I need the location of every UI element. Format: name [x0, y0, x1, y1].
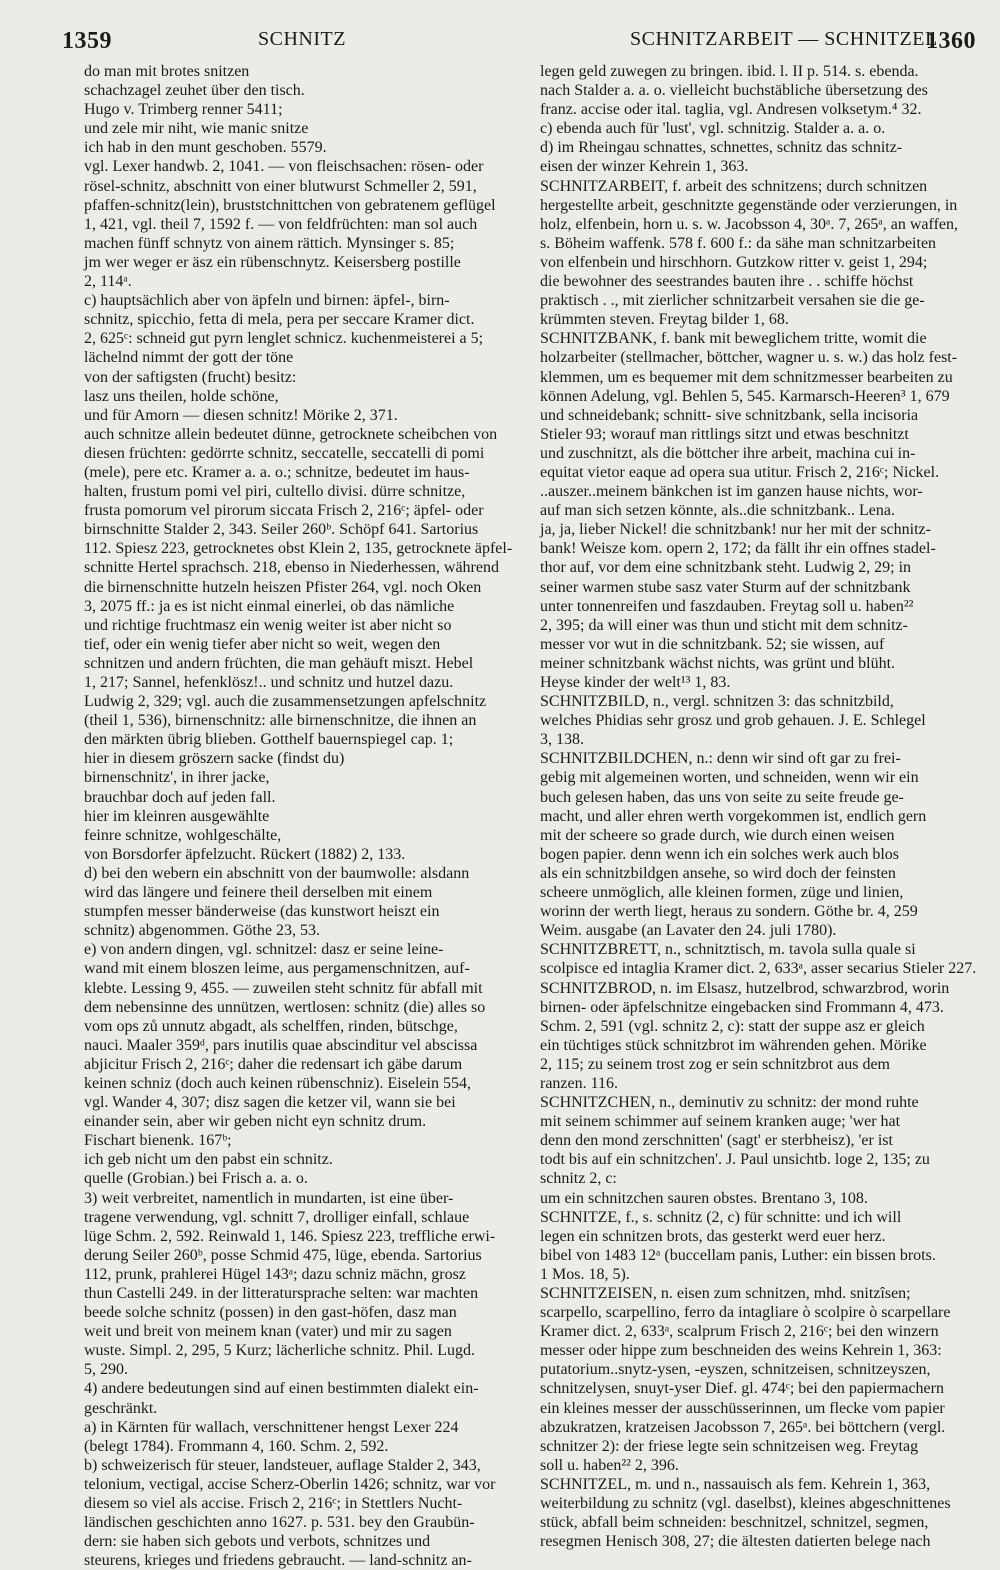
- text-line: machen fünff schnytz von ainem rättich. Mynsinger s. 85;: [84, 234, 455, 252]
- text-line: Hugo v. Trimberg renner 5411;: [84, 101, 283, 119]
- text-line: 3, 2075 ff.: ja es ist nicht einmal einerlei, ob das nämliche: [84, 597, 455, 615]
- text-line: beede solche schnitz (possen) in den gast-höfen, dasz man: [84, 1304, 457, 1322]
- text-line: SCHNITZBILDCHEN, n.: denn wir sind oft gar zu frei-: [540, 750, 901, 768]
- text-line: Kramer dict. 2, 633ᵃ, scalprum Frisch 2, 216ᶜ; bei den winzern: [540, 1323, 939, 1341]
- text-line: schnitz) abgenommen. Göthe 23, 53.: [84, 922, 320, 940]
- left-text-column: [84, 62, 513, 1570]
- text-line: von der saftigsten (frucht) besitz:: [84, 368, 297, 386]
- text-line: halten, frustum pomi vel piri, cultello divisi. dürre schnitze,: [84, 483, 466, 501]
- text-line: einander sein, aber wir geben nicht eyn schnitz drum.: [84, 1113, 427, 1131]
- text-line: 2, 114ᵃ.: [84, 273, 132, 291]
- text-line: von elfenbein und hirschhorn. Gutzkow ritter v. geist 1, 294;: [540, 253, 928, 271]
- text-line: dern: sie haben sich gebots und verbots, schnitzes und: [84, 1533, 431, 1551]
- left-page-number: 1359: [62, 28, 112, 54]
- text-line: unter tonnenreifen und faszdauben. Freytag soll u. haben²²: [540, 597, 914, 615]
- text-line: telonium, vectigal, accise Scherz-Oberlin 1426; schnitz, war vor: [84, 1475, 496, 1493]
- text-line: ja, ja, lieber Nickel! die schnitzbank! nur her mit der schnitz-: [540, 521, 931, 539]
- text-line: die bewohner des seestrandes bauten ihre . . schiffe höchst: [540, 273, 914, 291]
- text-line: vgl. Lexer handwb. 2, 1041. — von fleischsachen: rösen- oder: [84, 158, 484, 176]
- text-line: holz, elfenbein, horn u. s. w. Jacobsson 4, 30ᵃ. 7, 265ᵃ, an waffen,: [540, 215, 958, 233]
- text-line: ein kleines messer der ausschüsserinnen, um flecke vom papier: [540, 1399, 945, 1417]
- text-line: schnitzer 2): der friese legte sein schnitzeisen weg. Freytag: [540, 1437, 919, 1455]
- text-line: messer vor wut in die schnitzbank. 52; sie wissen, auf: [540, 635, 885, 653]
- text-line: vom ops zů unnutz abgadt, als schelffen, rinden, bütschge,: [84, 1017, 458, 1035]
- text-line: schnitte Hertel sprachsch. 218, ebenso in Niederhessen, während: [84, 559, 499, 577]
- text-line: die birnenschnitte hutzeln heiszen Pfister 264, vgl. noch Oken: [84, 578, 482, 596]
- text-line: geschränkt.: [84, 1399, 158, 1417]
- right-running-headword: SCHNITZARBEIT — SCHNITZEL: [630, 28, 938, 50]
- text-line: birnen- oder äpfelschnitze eingebacken sind Frommann 4, 473.: [540, 998, 944, 1016]
- text-line: und richtige fruchtmasz ein wenig weiter ist aber nicht so: [84, 616, 452, 634]
- text-line: 4) andere bedeutungen sind auf einen bestimmten dialekt ein-: [84, 1380, 479, 1398]
- text-line: 112, prunk, prahlerei Hügel 143ᵃ; dazu schniz mächn, grosz: [84, 1265, 466, 1283]
- text-line: lüge Schm. 2, 592. Reinwald 1, 146. Spiesz 223, treffliche erwi-: [84, 1227, 496, 1245]
- text-line: diesen früchten: gedörrte schnitz, seccatelle, seccatelli di pomi: [84, 444, 485, 462]
- text-line: c) hauptsächlich aber von äpfeln und birnen: äpfel-, birn-: [84, 292, 450, 310]
- text-line: diesem so viel als accise. Frisch 2, 216ᶜ; in Stettlers Nucht-: [84, 1495, 463, 1513]
- text-line: 1 Mos. 18, 5).: [540, 1265, 630, 1283]
- text-line: wird das längere und feinere theil derselben mit einem: [84, 884, 433, 902]
- text-line: nach Stalder a. a. o. vielleicht buchstäbliche übersetzung des: [540, 82, 928, 100]
- text-line: Fischart bienenk. 167ᵇ;: [84, 1132, 232, 1150]
- text-line: krümmten steven. Freytag bilder 1, 68.: [540, 311, 789, 329]
- text-line: 3) weit verbreitet, namentlich in mundarten, ist eine über-: [84, 1189, 454, 1207]
- text-line: scheere unmöglich, alle kleinen formen, züge und linien,: [540, 884, 904, 902]
- text-line: SCHNITZBILD, n., vergl. schnitzen 3: das schnitzbild,: [540, 693, 894, 711]
- text-line: ländischen geschichten anno 1627. p. 531. bey den Graubün-: [84, 1514, 475, 1532]
- text-line: dem nebensinne des unnützen, wertlosen: schnitz (die) alles so: [84, 998, 486, 1016]
- text-line: mit der scheere so grade durch, wie durch einen weisen: [540, 826, 895, 844]
- text-line: seiner warmen stube sasz vater Sturm auf der schnitzbank: [540, 578, 911, 596]
- text-line: SCHNITZBRETT, n., schnitztisch, m. tavola sulla quale si: [540, 941, 916, 959]
- text-line: keinen schniz (doch auch keinen rübenschniz). Eiselein 554,: [84, 1074, 471, 1092]
- text-line: ..auszer..meinem bänkchen ist im ganzen hause nichts, wor-: [540, 483, 923, 501]
- text-line: weit und breit von meinem knan (vater) und mir zu sagen: [84, 1323, 452, 1341]
- text-line: messer oder hippe zum beschneiden des weins Kehrein 1, 363:: [540, 1342, 942, 1360]
- text-line: eisen der winzer Kehrein 1, 363.: [540, 158, 749, 176]
- text-line: und für Amorn — diesen schnitz! Mörike 2, 371.: [84, 406, 398, 424]
- text-line: praktisch . ., mit zierlicher schnitzarbeit versahen sie die ge-: [540, 292, 925, 310]
- text-line: ich hab in den munt geschoben. 5579.: [84, 139, 327, 157]
- text-line: (theil 1, 536), birnenschnitz: alle birnenschnitze, die ihnen an: [84, 712, 477, 730]
- text-line: equitat vietor eaque ad opera sua utitur. Frisch 2, 216ᶜ; Nickel.: [540, 463, 940, 481]
- text-line: schnitz, spicchio, fetta di mela, pera per seccare Kramer dict.: [84, 311, 475, 329]
- text-line: wuste. Simpl. 2, 295, 5 Kurz; lächerliche schnitz. Phil. Lugd.: [84, 1342, 476, 1360]
- text-line: brauchbar doch auf jeden fall.: [84, 788, 276, 806]
- text-line: steurens, krieges und friedens gebraucht. — land-schnitz an-: [84, 1552, 472, 1570]
- text-line: scolpisce ed intaglia Kramer dict. 2, 633ᵃ, asser secarius Stieler 227.: [540, 960, 977, 978]
- text-line: derung Seiler 260ᵇ, posse Schmid 475, lüge, ebenda. Sartorius: [84, 1246, 482, 1264]
- text-line: scarpello, scarpellino, ferro da intagliare ò scolpire ò scarpellare: [540, 1304, 951, 1322]
- text-line: todt bis auf ein schnitzchen'. J. Paul unsichtb. loge 2, 135; zu: [540, 1151, 930, 1169]
- text-line: um ein schnitzchen sauren obstes. Brentano 3, 108.: [540, 1189, 868, 1207]
- text-line: buch gelesen haben, das uns von seite zu seite freude ge-: [540, 788, 904, 806]
- text-line: und schneidebank; schnitt- sive schnitzbank, sella incisoria: [540, 406, 919, 424]
- text-line: SCHNITZBROD, n. im Elsasz, hutzelbrod, schwarzbrod, worin: [540, 979, 950, 997]
- text-line: und zuschnitzt, als die böttcher ihre arbeit, machina cui in-: [540, 444, 916, 462]
- text-line: auch schnitze allein bedeutet dünne, getrocknete scheibchen von: [84, 425, 498, 443]
- text-line: quelle (Grobian.) bei Frisch a. a. o.: [84, 1170, 308, 1188]
- text-line: schnitz 2, c:: [540, 1170, 617, 1188]
- text-line: schnitzen und andern früchten, die man gehäuft miszt. Hebel: [84, 654, 474, 672]
- text-line: mit seinem schimmer auf seinem kranken auge; 'wer hat: [540, 1113, 901, 1131]
- text-line: macht, und aller ehren werth vorgekommen ist, endlich gern: [540, 807, 927, 825]
- text-line: thun Castelli 249. in der litteratursprache selten: war machten: [84, 1285, 479, 1302]
- text-line: 1, 421, vgl. theil 7, 1592 f. — von feldfrüchten: man sol auch: [84, 215, 478, 233]
- running-header: [0, 24, 1000, 64]
- text-line: stück, abfall beim schneiden: beschnitzel, schnitzel, segmen,: [540, 1514, 929, 1532]
- text-line: denn den mond zerschnitten' (sagt' er sterbheisz), 'er ist: [540, 1132, 893, 1150]
- text-line: soll u. haben²² 2, 396.: [540, 1456, 679, 1474]
- text-line: können Adelung, vgl. Behlen 5, 545. Karmarsch-Heeren³ 1, 679: [540, 387, 950, 405]
- text-line: tief, oder ein wenig tiefer aber nicht so weit, wegen den: [84, 635, 441, 653]
- text-line: c) ebenda auch für 'lust', vgl. schnitzig. Stalder a. a. o.: [540, 120, 886, 138]
- text-line: 3, 138.: [540, 731, 584, 749]
- text-line: holzarbeiter (stellmacher, böttcher, wagner u. s. w.) das holz fest-: [540, 349, 958, 367]
- text-line: schnitzelysen, snuyt-yser Dief. gl. 474ᶜ; bei den papiermachern: [540, 1380, 944, 1398]
- text-line: 112. Spiesz 223, getrocknetes obst Klein 2, 135, getrocknete äpfel-: [84, 540, 513, 558]
- text-line: rösel-schnitz, abschnitt von einer blutwurst Schmeller 2, 591,: [84, 177, 477, 195]
- text-line: Heyse kinder der welt¹³ 1, 83.: [540, 674, 731, 691]
- text-line: 1, 217; Sannel, hefenklösz!.. und schnitz und hutzel dazu.: [84, 674, 454, 691]
- text-line: lasz uns theilen, holde schöne,: [84, 387, 279, 405]
- text-line: d) im Rheingau schnattes, schnettes, schnitz das schnitz-: [540, 139, 903, 157]
- text-line: do man mit brotes snitzen: [84, 63, 250, 80]
- text-line: Schm. 2, 591 (vgl. schnitz 2, c): statt der suppe asz er gleich: [540, 1017, 925, 1035]
- text-line: lächelnd nimmt der gott der töne: [84, 349, 294, 367]
- text-line: klebte. Lessing 9, 455. — zuweilen steht schnitz für abfall mit: [84, 979, 483, 997]
- text-line: weiterbildung zu schnitz (vgl. daselbst), kleines abgeschnittenes: [540, 1495, 951, 1513]
- text-line: s. Böheim waffenk. 578 f. 600 f.: da sähe man schnitzarbeiten: [540, 234, 937, 252]
- text-line: ich geb nicht um den pabst ein schnitz.: [84, 1151, 333, 1169]
- text-line: abjicitur Frisch 2, 216ᶜ; daher die redensart ich gäbe darum: [84, 1055, 463, 1073]
- text-line: wand mit einem bloszen leime, aus pergamenschnitzen, auf-: [84, 960, 470, 978]
- text-line: SCHNITZCHEN, n., deminutiv zu schnitz: der mond ruhte: [540, 1094, 919, 1112]
- text-line: frusta pomorum vel pirorum siccata Frisch 2, 216ᶜ; äpfel- oder: [84, 502, 484, 520]
- text-line: putatorium..snytz-ysen, -eyszen, schnitzeisen, schnitzeyszen,: [540, 1361, 931, 1379]
- text-line: SCHNITZEISEN, n. eisen zum schnitzen, mhd. snitzîsen;: [540, 1285, 911, 1302]
- text-line: birnenschnitz', in ihrer jacke,: [84, 769, 270, 787]
- text-line: 2, 115; zu seinem trost zog er sein schnitzbrot aus dem: [540, 1055, 890, 1073]
- text-line: vgl. Wander 4, 307; disz sagen die ketzer vil, wann sie bei: [84, 1094, 456, 1112]
- text-line: thor auf, vor dem eine schnitzbank steht. Ludwig 2, 29; in: [540, 559, 912, 577]
- text-line: (belegt 1784). Frommann 4, 160. Schm. 2, 592.: [84, 1437, 389, 1455]
- text-line: bibel von 1483 12ᵃ (buccellam panis, Luther: ein bissen brots.: [540, 1246, 936, 1264]
- text-line: SCHNITZARBEIT, f. arbeit des schnitzens; durch schnitzen: [540, 177, 928, 195]
- text-line: welches Phidias sehr grosz und grob gehauen. J. E. Schlegel: [540, 712, 926, 730]
- text-line: bank! Weisze kom. opern 2, 172; da fällt ihr ein offnes stadel-: [540, 540, 936, 558]
- text-line: auf man sich setzen könnte, als..die schnitzbank.. Lena.: [540, 502, 895, 520]
- text-line: und zele mir niht, wie manic snitze: [84, 120, 309, 138]
- text-line: 5, 290.: [84, 1361, 128, 1379]
- text-line: worinn der werth liegt, heraus zu sondern. Göthe br. 4, 259: [540, 903, 918, 921]
- text-line: jm wer weger er äsz ein rübenschnytz. Keisersberg postille: [84, 253, 461, 271]
- text-line: feinre schnitze, wohlgeschälte,: [84, 826, 282, 844]
- text-line: meiner schnitzbank wächst nichts, was grünt und blüht.: [540, 654, 896, 672]
- text-line: legen geld zuwegen zu bringen. ibid. l. II p. 514. s. ebenda.: [540, 63, 919, 80]
- text-line: ein tüchtiges stück schnitzbrot im währenden gehen. Mörike: [540, 1036, 927, 1054]
- right-text-column: [540, 62, 977, 1551]
- text-line: Stieler 93; worauf man rittlings sitzt und etwas beschnitzt: [540, 425, 909, 443]
- text-line: d) bei den webern ein abschnitt von der baumwolle: alsdann: [84, 864, 470, 882]
- text-line: klemmen, um es bequemer mit dem schnitzmesser bearbeiten zu: [540, 368, 953, 386]
- text-line: ranzen. 116.: [540, 1074, 619, 1092]
- text-line: als ein schnitzbildgen ansehe, so wird doch der feinsten: [540, 864, 896, 882]
- text-line: SCHNITZEL, m. und n., nassauisch als fem. Kehrein 1, 363,: [540, 1475, 931, 1493]
- text-line: abzukratzen, kratzeisen Jacobsson 7, 265ᵃ. bei böttchern (vergl.: [540, 1418, 946, 1436]
- text-line: 2, 625ᶜ: schneid gut pyrn lenglet schnicz. kuchenmeisterei a 5;: [84, 330, 484, 348]
- text-line: hier in diesem gröszern sacke (findst du): [84, 750, 345, 768]
- text-line: resegmen Henisch 308, 27; die ältesten datierten belege nach: [540, 1533, 931, 1551]
- text-line: hier im kleinren ausgewählte: [84, 807, 270, 825]
- left-running-headword: SCHNITZ: [258, 28, 346, 50]
- text-line: hergestellte arbeit, geschnitzte gegenstände oder verzierungen, in: [540, 196, 958, 214]
- text-line: nauci. Maaler 359ᵈ, pars inutilis quae abscinditur vel abscissa: [84, 1036, 478, 1054]
- text-line: Weim. ausgabe (an Lavater den 24. juli 1780).: [540, 922, 837, 940]
- text-line: von Borsdorfer äpfelzucht. Rückert (1882) 2, 133.: [84, 845, 406, 863]
- text-line: franz. accise oder ital. taglia, vgl. Andresen volksetym.⁴ 32.: [540, 101, 922, 119]
- text-line: SCHNITZE, f., s. schnitz (2, c) für schnitte: und ich will: [540, 1208, 902, 1226]
- text-line: legen ein schnitzen brots, das gesterkt werd euer herz.: [540, 1227, 886, 1245]
- text-line: SCHNITZBANK, f. bank mit beweglichem tritte, womit die: [540, 330, 927, 348]
- text-line: den märkten übrig blieben. Gotthelf bauernspiegel cap. 1;: [84, 731, 454, 749]
- text-line: a) in Kärnten für wallach, verschnittener hengst Lexer 224: [84, 1418, 459, 1436]
- text-line: Ludwig 2, 329; vgl. auch die zusammensetzungen apfelschnitz: [84, 693, 487, 711]
- text-line: schachzagel zeuhet über den tisch.: [84, 82, 305, 100]
- text-line: e) von andern dingen, vgl. schnitzel: dasz er seine leine-: [84, 941, 444, 959]
- text-line: birnschnitte Stalder 2, 343. Seiler 260ᵇ. Schöpf 641. Sartorius: [84, 521, 479, 539]
- right-page-number: 1360: [926, 28, 976, 54]
- text-line: 2, 395; da will einer was thun und sticht mit dem schnitz-: [540, 616, 908, 634]
- text-line: gebig mit algemeinen worten, und schneiden, wenn wir ein: [540, 769, 919, 787]
- text-line: bogen papier. denn wenn ich ein solches werk auch blos: [540, 845, 900, 863]
- text-line: tragene verwendung, vgl. schnitt 7, drolliger einfall, schlaue: [84, 1208, 470, 1226]
- text-line: b) schweizerisch für steuer, landsteuer, auflage Stalder 2, 343,: [84, 1456, 481, 1474]
- text-line: (mele), pere etc. Kramer a. a. o.; schnitze, bedeutet im haus-: [84, 463, 470, 481]
- text-line: pfaffen-schnitz(lein), bruststchnittchen von gebratenem geflügel: [84, 196, 496, 214]
- text-line: stumpfen messer bänderweise (das kunstwort heiszt ein: [84, 903, 440, 921]
